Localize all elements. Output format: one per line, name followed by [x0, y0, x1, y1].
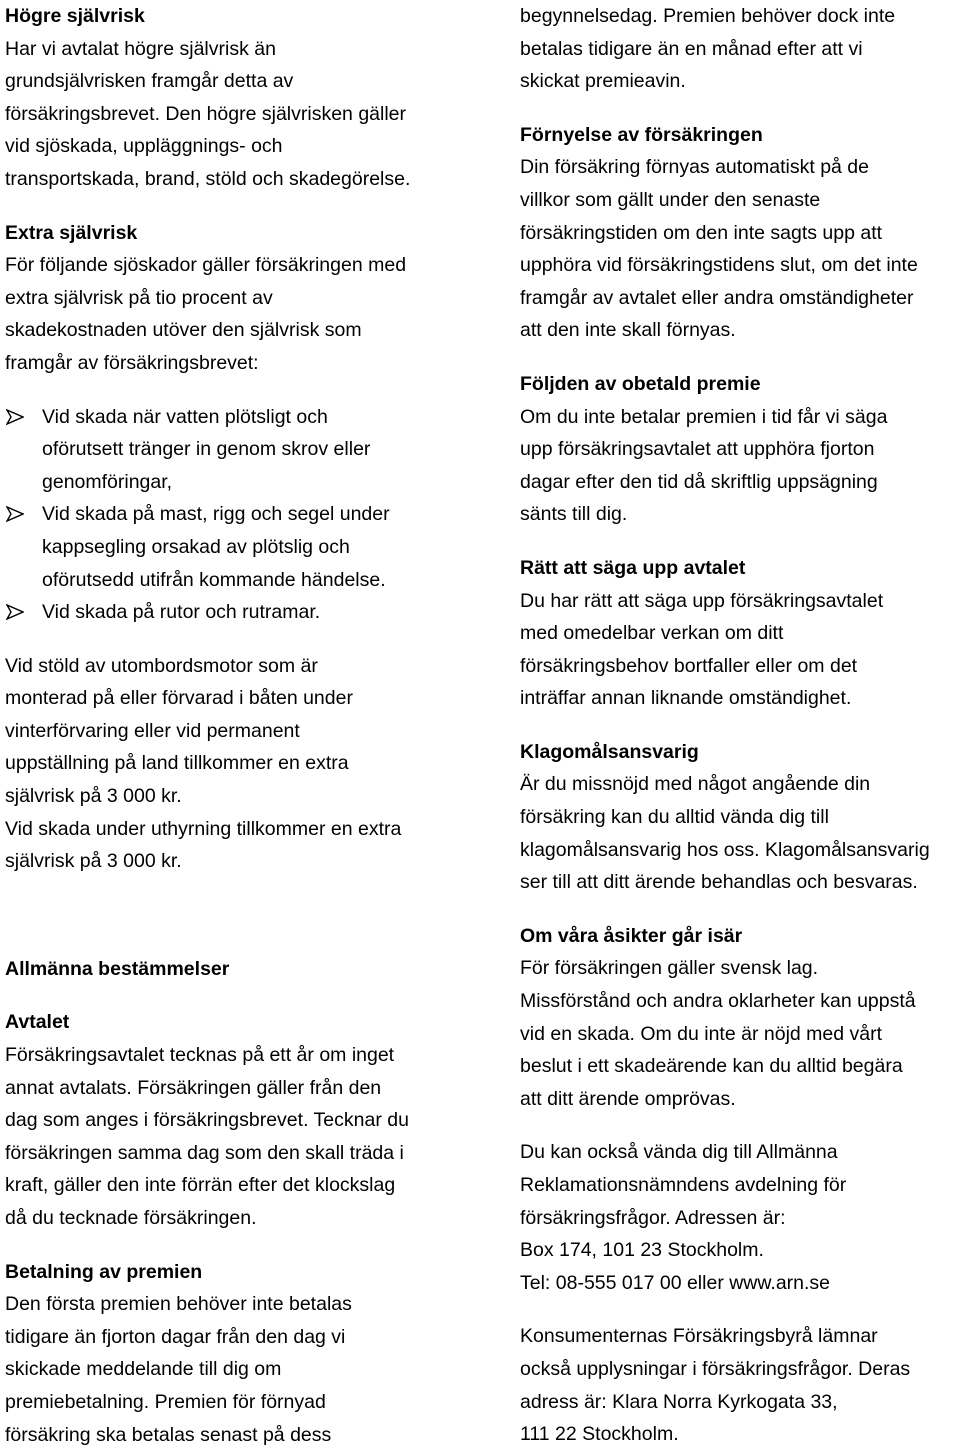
section-asikter [520, 920, 960, 1116]
text-line: grundsjälvrisken framgår detta av [5, 70, 294, 93]
text-line: Du har rätt att säga upp försäkringsavtalet [520, 589, 884, 612]
text-line: med omedelbar verkan om ditt [520, 622, 784, 645]
text-line: villkor som gällt under den senaste [520, 188, 821, 211]
text-line: försäkring kan du alltid vända dig till [520, 806, 829, 829]
text-line: Är du missnöjd med något angående din [520, 773, 871, 796]
text-line: annat avtalats. Försäkringen gäller från den [5, 1076, 382, 1099]
left-column [5, 0, 475, 1451]
arrow-bullet-icon [6, 604, 24, 620]
text-line: framgår av avtalet eller andra omständigheter [520, 286, 914, 309]
text-line: Vid stöld av utombordsmotor som är [5, 654, 318, 677]
text-line: att den inte skall förnyas. [520, 319, 736, 342]
text-line: ser till att ditt ärende behandlas och besvaras. [520, 871, 918, 894]
section-konsument [520, 1320, 960, 1450]
section-heading: Förnyelse av försäkringen [520, 123, 763, 146]
text-line: monterad på eller förvarad i båten under [5, 687, 353, 710]
text-line: Vid skada under uthyrning tillkommer en extra [5, 817, 402, 840]
section-allmanna [5, 953, 475, 986]
section-continued [520, 0, 960, 98]
text-line: försäkringstiden om den inte sagts upp att [520, 221, 883, 244]
text-line: Den första premien behöver inte betalas [5, 1293, 352, 1316]
text-line: För följande sjöskador gäller försäkringen med [5, 254, 407, 277]
text-line: Vid skada när vatten plötsligt och [42, 405, 328, 428]
text-line: För försäkringen gäller svensk lag. [520, 957, 819, 980]
text-line: transportskada, brand, stöld och skadegörelse. [5, 167, 411, 190]
text-line: Din försäkring förnyas automatiskt på de [520, 156, 870, 179]
text-line: försäkring ska betalas senast på dess [5, 1423, 332, 1446]
text-line: betalas tidigare än en månad efter att vi [520, 37, 863, 60]
text-line: Försäkringsavtalet tecknas på ett år om inget [5, 1044, 395, 1067]
section-betalning [5, 1256, 475, 1451]
text-line: 111 22 Stockholm. [520, 1423, 679, 1446]
text-line: försäkringsfrågor. Adressen är: [520, 1206, 786, 1229]
text-line: Du kan också vända dig till Allmänna [520, 1141, 838, 1164]
right-column [520, 0, 960, 1451]
text-line: vid en skada. Om du inte är nöjd med vårt [520, 1022, 883, 1045]
text-line: då du tecknade försäkringen. [5, 1207, 257, 1229]
text-line: beslut i ett skadeärende kan du alltid begära [520, 1055, 903, 1078]
text-line: tidigare än fjorton dagar från den dag vi [5, 1325, 346, 1348]
bullet-list [5, 401, 475, 629]
text-line: försäkringsbrevet. Den högre självrisken gäller [5, 102, 407, 125]
section-heading: Betalning av premien [5, 1260, 203, 1283]
text-line: Missförstånd och andra oklarheter kan uppstå [520, 990, 916, 1013]
text-line: klagomålsansvarig hos oss. Klagomålsansvarig [520, 838, 930, 861]
section-arn [520, 1136, 960, 1299]
section-heading: Klagomålsansvarig [520, 740, 699, 763]
text-line: dag som anges i försäkringsbrevet. Tecknar du [5, 1109, 409, 1132]
text-line: Reklamationsnämndens avdelning för [520, 1174, 847, 1196]
text-line: skickade meddelande till dig om [5, 1358, 282, 1381]
text-line: framgår av försäkringsbrevet: [5, 351, 259, 374]
section-heading: Avtalet [5, 1011, 70, 1034]
section-heading: Om våra åsikter går isär [520, 924, 743, 947]
text-line: oförutsedd utifrån kommande händelse. [42, 568, 386, 591]
section-heading: Allmänna bestämmelser [5, 957, 230, 980]
text-line: Om du inte betalar premien i tid får vi säga [520, 405, 888, 428]
text-line: premiebetalning. Premien för förnyad [5, 1390, 326, 1413]
text-line: dagar efter den tid då skriftlig uppsägning [520, 470, 878, 493]
text-line: genomföringar, [42, 470, 173, 493]
section-heading: Följden av obetald premie [520, 372, 761, 395]
section-heading: Högre självrisk [5, 5, 145, 27]
text-line: adress är: Klara Norra Kyrkogata 33, [520, 1390, 838, 1413]
section-heading: Extra självrisk [5, 221, 138, 244]
bullet-item [5, 401, 475, 499]
text-line: Har vi avtalat högre självrisk än [5, 37, 276, 60]
section-fornyelse [520, 119, 960, 347]
arrow-bullet-icon [6, 506, 24, 522]
text-line: uppställning på land tillkommer en extra [5, 752, 349, 775]
text-line: sänts till dig. [520, 503, 628, 526]
section-klagomal [520, 736, 960, 899]
text-line: skadekostnaden utöver den självrisk som [5, 319, 362, 342]
text-line: extra självrisk på tio procent av [5, 286, 273, 309]
text-line: självrisk på 3 000 kr. [5, 785, 182, 808]
section-heading: Rätt att säga upp avtalet [520, 556, 746, 579]
text-line: försäkringen samma dag som den skall träda i [5, 1141, 404, 1164]
text-line: också upplysningar i försäkringsfrågor. Deras [520, 1357, 911, 1380]
section-hogre-sjalvrisk [5, 0, 475, 196]
text-line: kappsegling orsakad av plötslig och [42, 535, 350, 558]
text-line: begynnelsedag. Premien behöver dock inte [520, 5, 896, 27]
text-line: Tel: 08-555 017 00 eller www.arn.se [520, 1271, 831, 1294]
text-line: Box 174, 101 23 Stockholm. [520, 1239, 764, 1262]
text-line: kraft, gäller den inte förrän efter det klockslag [5, 1174, 396, 1197]
section-foljden [520, 368, 960, 531]
section-avtalet [5, 1006, 475, 1234]
section-ratt [520, 552, 960, 715]
section-extra-sjalvrisk [5, 217, 475, 380]
bullet-item [5, 596, 475, 629]
text-line: inträffar annan liknande omständighet. [520, 687, 852, 710]
text-line: upp försäkringsavtalet att upphöra fjorton [520, 438, 875, 461]
text-line: Vid skada på rutor och rutramar. [42, 601, 321, 624]
text-line: självrisk på 3 000 kr. [5, 850, 182, 873]
text-line: Vid skada på mast, rigg och segel under [42, 503, 390, 526]
text-line: vid sjöskada, uppläggnings- och [5, 135, 283, 158]
arrow-bullet-icon [6, 409, 24, 425]
text-line: oförutsett tränger in genom skrov eller [42, 438, 371, 461]
text-line: att ditt ärende omprövas. [520, 1087, 736, 1110]
text-line: vinterförvaring eller vid permanent [5, 719, 300, 742]
section-stold [5, 650, 475, 878]
bullet-item [5, 498, 475, 596]
text-line: försäkringsbehov bortfaller eller om det [520, 654, 858, 677]
text-line: skickat premieavin. [520, 70, 686, 93]
text-line: upphöra vid försäkringstidens slut, om det inte [520, 254, 918, 277]
text-line: Konsumenternas Försäkringsbyrå lämnar [520, 1325, 878, 1348]
